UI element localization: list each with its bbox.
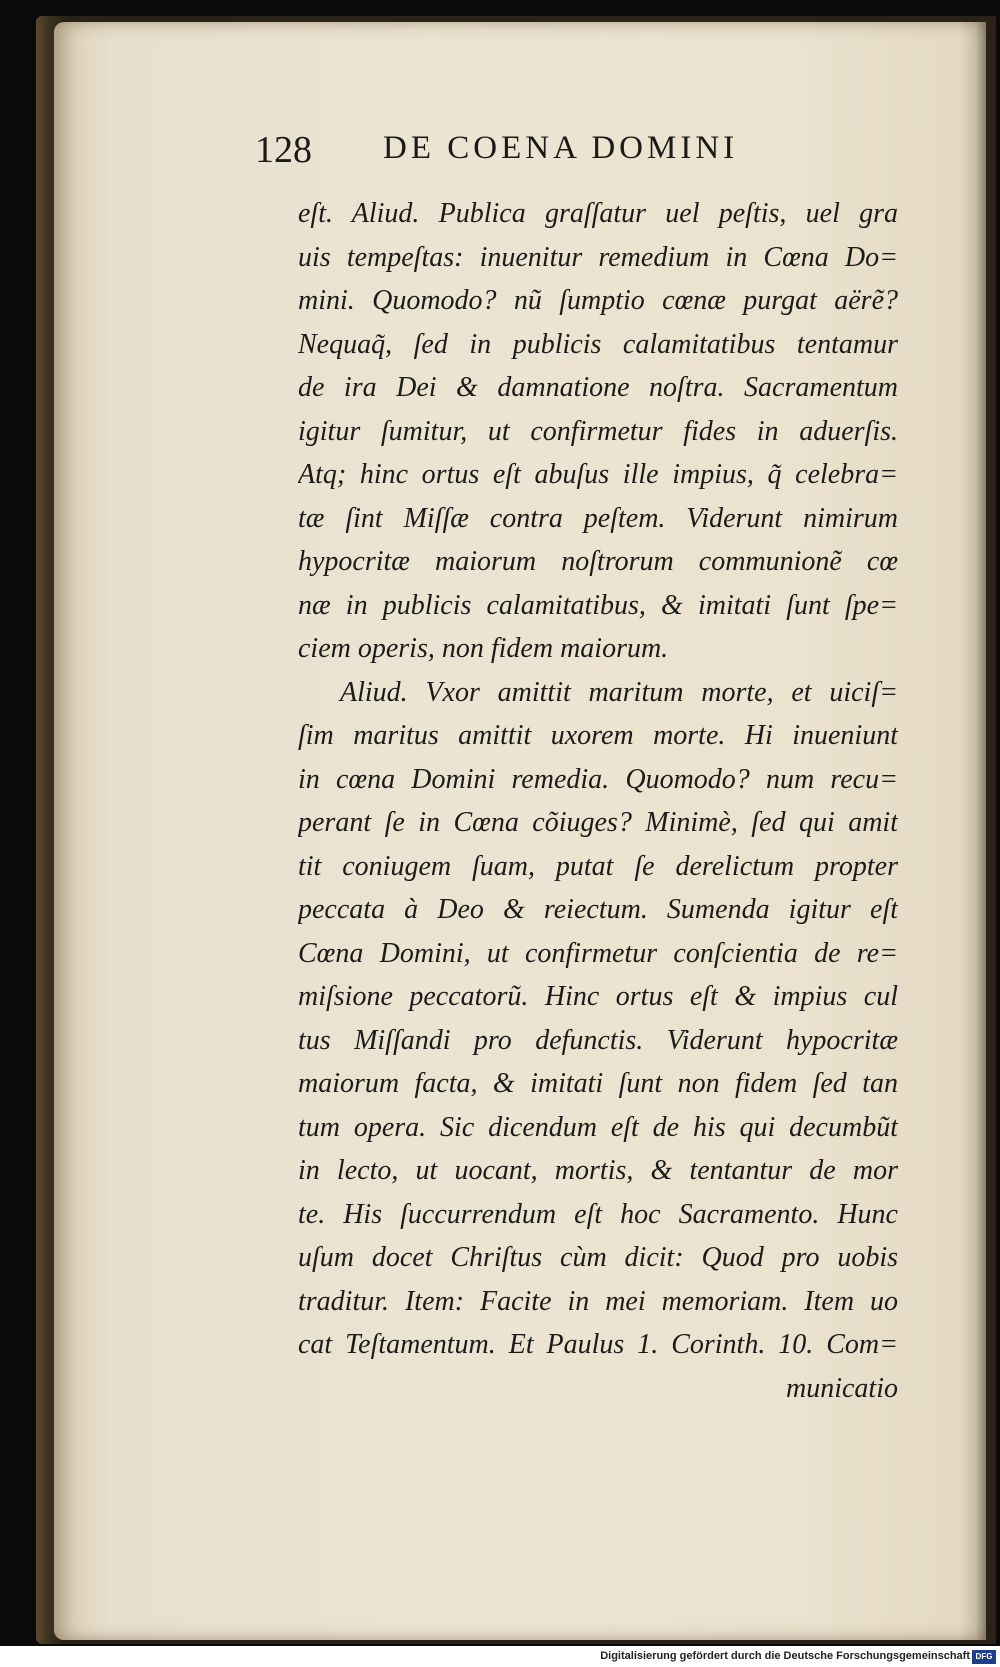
digitization-footer bbox=[0, 1648, 1000, 1667]
text-line: tus Miſſandi pro defunctis. Viderunt hypocritæ bbox=[298, 1024, 898, 1056]
page-number: 128 bbox=[255, 129, 312, 171]
text-line: ciem operis, non fidem maiorum. bbox=[298, 633, 669, 664]
text-line: traditur. Item: Facite in mei memoriam. Item uo bbox=[298, 1285, 898, 1317]
text-line: miſsione peccatorũ. Hinc ortus eſt & impius cul bbox=[298, 981, 898, 1012]
text-line: in cœna Domini remedia. Quomodo? num recu= bbox=[298, 763, 898, 795]
text-line: cat Teſtamentum. Et Paulus 1. Corinth. 10. Com= bbox=[298, 1329, 898, 1360]
dfg-logo: DFG bbox=[972, 1650, 996, 1664]
text-line: peccata à Deo & reiectum. Sumenda igitur eſt bbox=[298, 894, 898, 925]
text-line: perant ſe in Cœna cõiuges? Minimè, ſed qui amit bbox=[298, 807, 898, 838]
text-line: Nequaq̃, ſed in publicis calamitatibus tentamur bbox=[298, 328, 898, 360]
text-line: Cœna Domini, ut confirmetur conſcientia de re= bbox=[298, 937, 898, 969]
text-line: ſim maritus amittit uxorem morte. Hi inueniunt bbox=[298, 720, 898, 751]
page-gutter-shadow bbox=[960, 22, 986, 1640]
text-line: uis tempeſtas: inuenitur remedium in Cœna Do= bbox=[298, 241, 898, 273]
running-head: DE COENA DOMINI bbox=[383, 130, 739, 166]
text-line: igitur ſumitur, ut confirmetur fides in aduerſis. bbox=[298, 415, 898, 447]
text-line: in lecto, ut uocant, mortis, & tentantur de mor bbox=[298, 1155, 898, 1186]
text-line: maiorum facta, & imitati ſunt non fidem ſed tan bbox=[298, 1068, 898, 1099]
page-header bbox=[255, 128, 895, 174]
text-line: tit coniugem ſuam, putat ſe derelictum propter bbox=[298, 850, 898, 882]
text-line: mini. Quomodo? nũ ſumptio cœnæ purgat aërẽ? bbox=[298, 285, 898, 316]
text-line: eſt. Aliud. Publica graſſatur uel peſtis, uel gra bbox=[298, 198, 898, 229]
catchword: municatio bbox=[786, 1372, 898, 1404]
body-text bbox=[298, 192, 898, 1410]
text-line: de ira Dei & damnatione noſtra. Sacramentum bbox=[298, 372, 898, 403]
text-line: Aliud. Vxor amittit maritum morte, et uiciſ= bbox=[340, 676, 898, 708]
text-line: uſum docet Chriſtus cùm dicit: Quod pro uobis bbox=[298, 1242, 898, 1273]
text-line: tum opera. Sic dicendum eſt de his qui decumbũt bbox=[298, 1111, 898, 1143]
text-line: te. His ſuccurrendum eſt hoc Sacramento. Hunc bbox=[298, 1198, 898, 1230]
text-line: Atq; hinc ortus eſt abuſus ille impius, q̃ celebra= bbox=[298, 459, 898, 490]
text-line: næ in publicis calamitatibus, & imitati ſunt ſpe= bbox=[298, 589, 898, 621]
funding-credit: Digitalisierung gefördert durch die Deutsche Forschungsgemeinschaft bbox=[600, 1650, 970, 1662]
text-line: hypocritæ maiorum noſtrorum communionẽ cœ bbox=[298, 546, 898, 577]
text-line: tæ ſint Miſſæ contra peſtem. Viderunt nimirum bbox=[298, 502, 898, 534]
